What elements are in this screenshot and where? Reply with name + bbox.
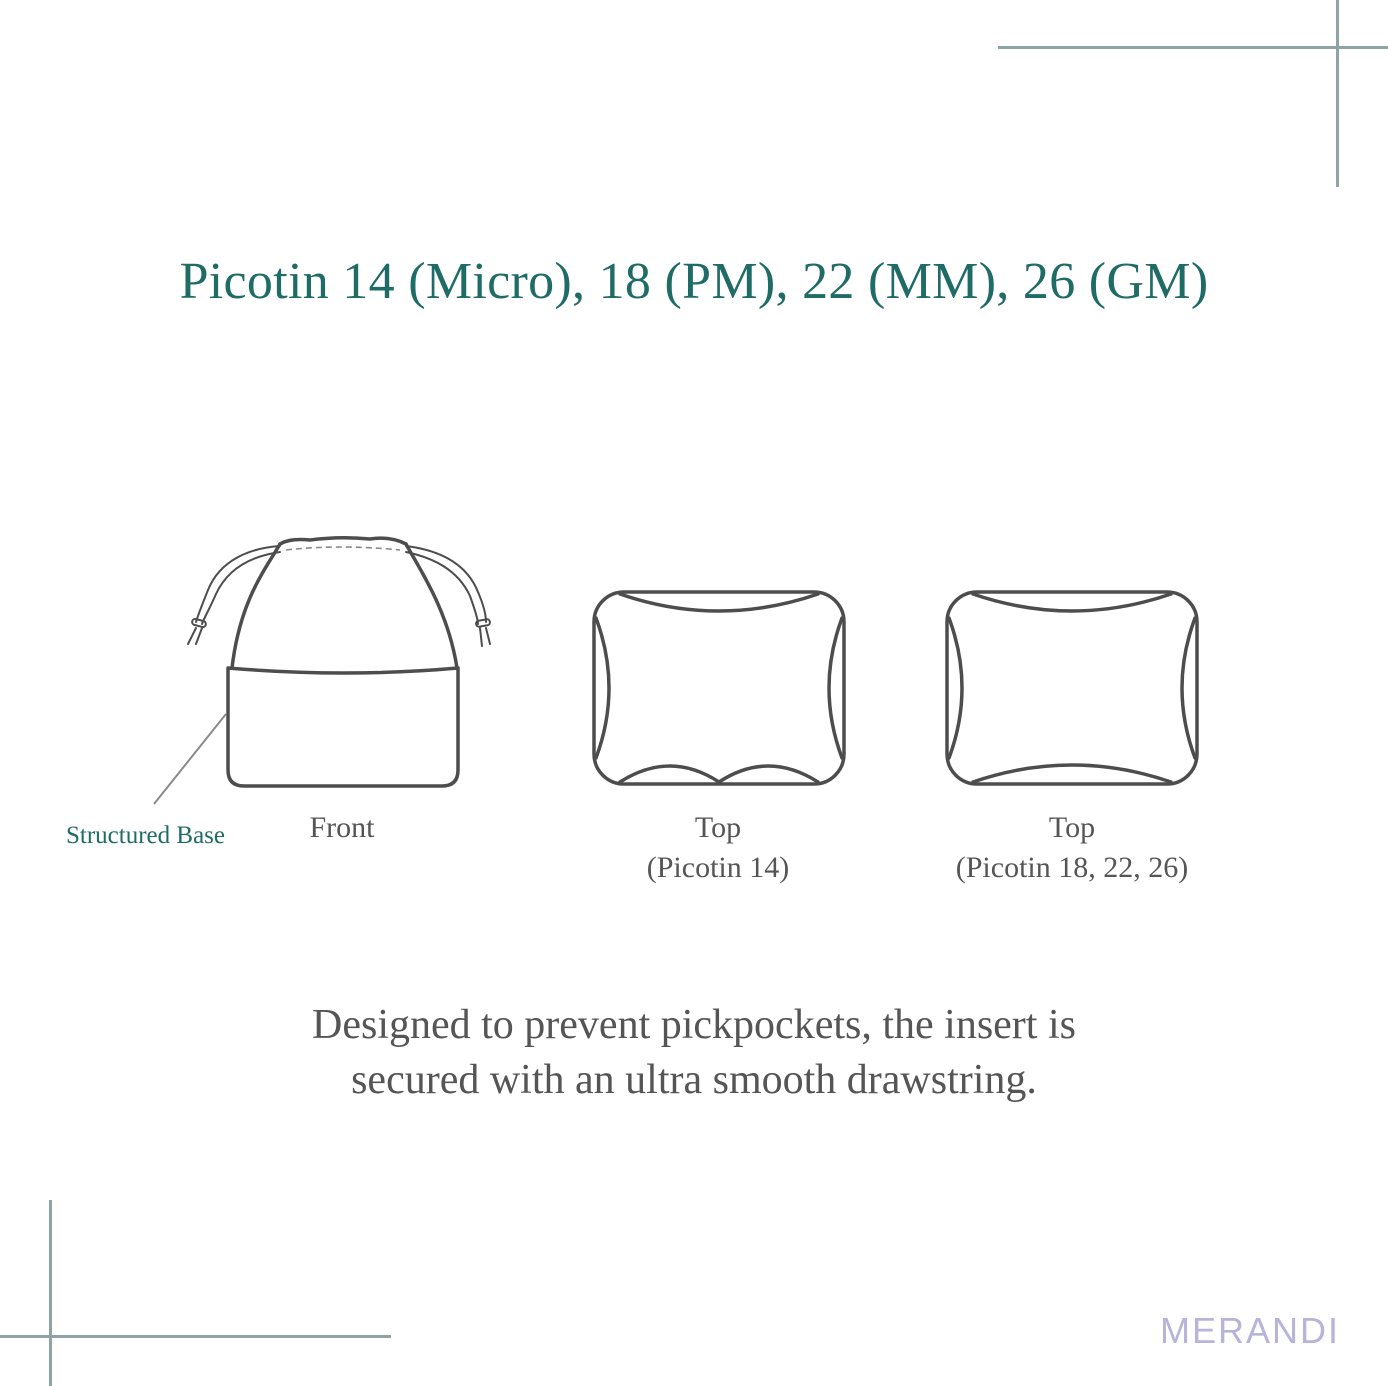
description-line-1: Designed to prevent pickpockets, the insert is	[312, 1002, 1076, 1048]
caption-top-picotin18-sublabel: (Picotin 18, 22, 26)	[955, 851, 1189, 884]
caption-front-label: Front	[309, 811, 375, 844]
description	[0, 998, 1388, 1108]
brand-logo: MERANDI	[1159, 1310, 1340, 1351]
caption-top-picotin14-label: Top	[694, 811, 742, 844]
caption-top-picotin14-sublabel: (Picotin 14)	[646, 851, 790, 884]
page-title: Picotin 14 (Micro), 18 (PM), 22 (MM), 26 (GM)	[179, 253, 1209, 310]
corner-line-bottom-vertical	[49, 1200, 52, 1386]
description-line-2: secured with an ultra smooth drawstring.	[351, 1057, 1037, 1103]
callout-line	[150, 710, 250, 820]
pouch-top-view-picotin18-icon	[943, 588, 1203, 788]
pouch-top-view-picotin14-icon	[590, 588, 850, 788]
corner-line-top-horizontal	[998, 46, 1388, 49]
caption-top-picotin14	[618, 808, 818, 888]
corner-line-top-vertical	[1336, 0, 1339, 187]
caption-top-picotin18-label: Top	[1048, 811, 1096, 844]
caption-front	[272, 808, 412, 848]
corner-line-bottom-horizontal	[0, 1335, 391, 1338]
caption-top-picotin18	[932, 808, 1212, 888]
structured-base-label: Structured Base	[66, 822, 225, 849]
